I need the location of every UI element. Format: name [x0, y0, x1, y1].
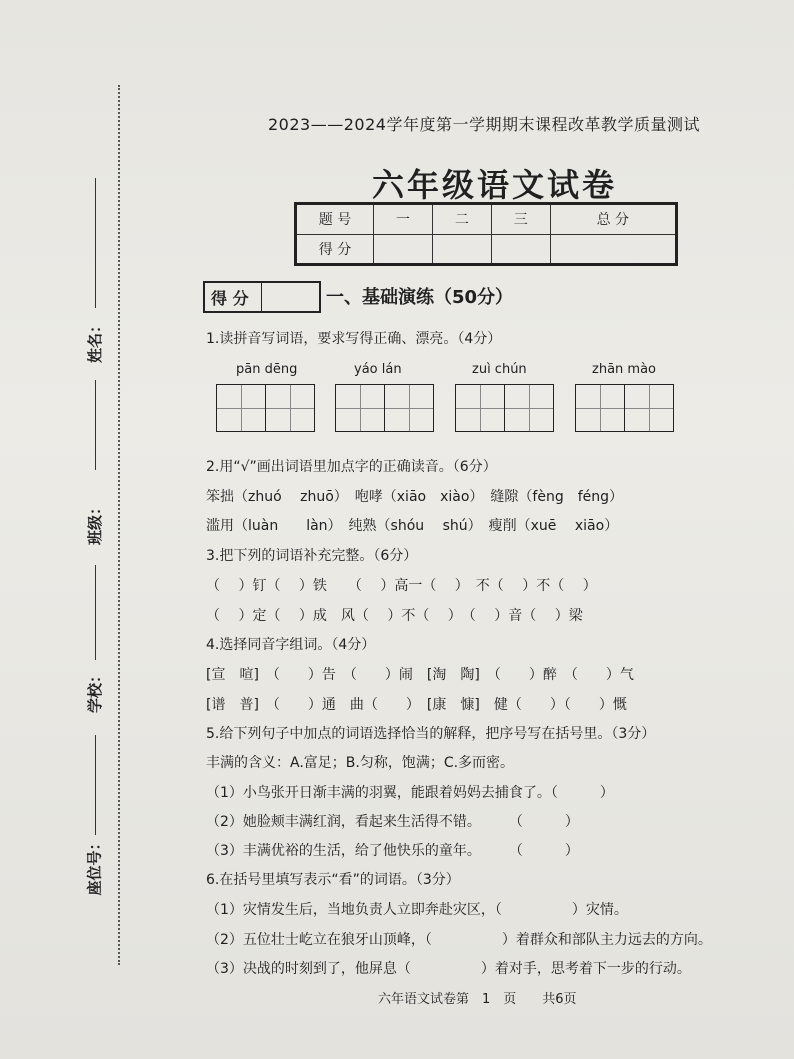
- question-6-sentence-3: （3）决战的时刻到了，他屏息（ ）着对手，思考着下一步的行动。: [206, 961, 691, 977]
- pinyin-1: pān dēng: [236, 362, 298, 377]
- question-4: 4.选择同音字组词。（4分）: [206, 637, 376, 653]
- question-6: 6.在括号里填写表示“看”的词语。（3分）: [206, 872, 460, 888]
- score-input-cell[interactable]: [432, 234, 491, 265]
- section-score-input[interactable]: [261, 283, 320, 311]
- school-label: 学校：: [86, 667, 105, 714]
- score-input-cell[interactable]: [491, 234, 550, 265]
- question-5-sentence-2: （2）她脸颊丰满红润，看起来生活得不错。 （ ）: [206, 814, 579, 830]
- question-6-sentence-1: （1）灾情发生后，当地负责人立即奔赴灾区，（ ）灾情。: [206, 902, 628, 918]
- question-2-row-1: 笨拙（zhuó zhuō） 咆哮（xiāo xiào） 缝隙（fèng féng）: [206, 489, 624, 505]
- exam-title: 2023——2024学年度第一学期期末课程改革教学质量测试: [268, 115, 700, 134]
- question-5: 5.给下列句子中加点的词语选择恰当的解释，把序号写在括号里。（3分）: [206, 726, 656, 742]
- name-label: 姓名：: [86, 317, 105, 364]
- seat-rule: [95, 780, 96, 835]
- score-table-header-cell: 总 分: [550, 204, 676, 235]
- paper-title: 六年级语文试卷: [372, 166, 618, 204]
- section-title: 一、基础演练（50分）: [326, 287, 514, 308]
- section-score-label: 得 分: [211, 289, 249, 308]
- question-5-meaning: 丰满的含义：A.富足；B.匀称，饱满；C.多而密。: [206, 755, 515, 771]
- score-table-header-cell: 一: [374, 204, 433, 235]
- question-5-sentence-3: （3）丰满优裕的生活，给了他快乐的童年。 （ ）: [206, 843, 579, 859]
- score-input-cell[interactable]: [550, 234, 676, 265]
- score-table-header-cell: 三: [491, 204, 550, 235]
- question-6-sentence-2: （2）五位壮士屹立在狼牙山顶峰，（ ）着群众和部队主力远去的方向。: [206, 932, 712, 948]
- question-5-sentence-1: （1）小鸟张开日渐丰满的羽翼，能跟着妈妈去捕食了。（ ）: [206, 785, 614, 801]
- question-4-row-2: [谱 普] （ ）通 曲（ ） [康 慷] 健（ ）（ ）慨: [206, 697, 627, 713]
- binding-margin-line: [118, 85, 120, 965]
- pinyin-4: zhān mào: [592, 362, 656, 377]
- score-table-header-cell: 二: [432, 204, 491, 235]
- score-table-header-cell: 题 号: [296, 204, 374, 235]
- writing-grid-4[interactable]: [575, 384, 674, 432]
- page-footer: 六年语文试卷第 1 页 共6页: [378, 992, 577, 1007]
- question-2: 2.用“√”画出词语里加点字的正确读音。（6分）: [206, 459, 497, 475]
- question-1: 1.读拼音写词语，要求写得正确、漂亮。（4分）: [206, 331, 502, 347]
- name-rule-lower: [95, 380, 96, 470]
- bleed-through-text: [140, 118, 154, 138]
- pinyin-2: yáo lán: [354, 362, 402, 377]
- question-4-row-1: [宣 喧] （ ）告 （ ）闹 [淘 陶] （ ）醉 （ ）气: [206, 667, 634, 683]
- name-rule: [95, 178, 96, 308]
- question-3-row-2: （ ）定（ ）成 风（ ）不（ ） （ ）音（ ）梁: [206, 608, 583, 624]
- seat-label: 座位号：: [85, 835, 104, 896]
- writing-grid-2[interactable]: [335, 384, 434, 432]
- writing-grid-1[interactable]: [216, 384, 315, 432]
- writing-grid-3[interactable]: [455, 384, 554, 432]
- class-label: 班级：: [86, 499, 105, 546]
- question-3-row-1: （ ）钉（ ）铁 （ ）高一（ ） 不（ ）不（ ）: [206, 578, 597, 594]
- score-table-row-label: 得 分: [296, 234, 374, 265]
- section-score-box: [203, 281, 321, 313]
- question-2-row-2: 滥用（luàn làn） 纯熟（shóu shú） 瘦削（xuē xiāo）: [206, 518, 619, 534]
- score-table: [294, 202, 678, 266]
- score-input-cell[interactable]: [374, 234, 433, 265]
- pinyin-3: zuì chún: [472, 362, 527, 377]
- class-rule: [95, 565, 96, 660]
- question-3: 3.把下列的词语补充完整。（6分）: [206, 548, 418, 564]
